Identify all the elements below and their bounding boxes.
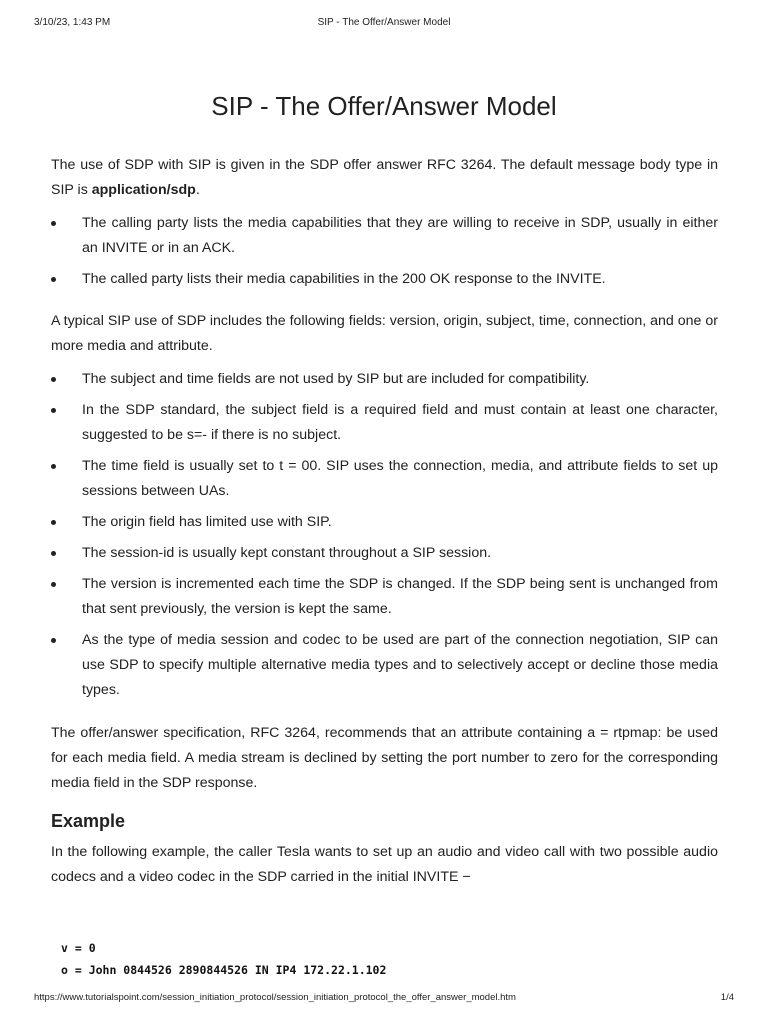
print-footer bbox=[34, 992, 734, 1006]
print-date: 3/10/23, 1:43 PM bbox=[34, 17, 111, 28]
list-item: The called party lists their media capabilities in the 200 OK response to the INVITE. bbox=[51, 267, 718, 292]
list-item: The session-id is usually kept constant throughout a SIP session. bbox=[51, 541, 718, 566]
intro-text: The use of SDP with SIP is given in the SDP offer answer RFC 3264. The default message body type in SIP is bbox=[51, 157, 718, 198]
fields-list bbox=[51, 367, 718, 703]
list-item: The version is incremented each time the SDP is changed. If the SDP being sent is unchanged from that sent previously, the version is kept the same. bbox=[51, 572, 718, 622]
list-item: The subject and time fields are not used by SIP but are included for compatibility. bbox=[51, 367, 718, 392]
example-heading: Example bbox=[51, 811, 126, 831]
fields-paragraph: A typical SIP use of SDP includes the following fields: version, origin, subject, time, connection, and one or more media and attribute. bbox=[51, 313, 718, 354]
offer-list bbox=[51, 211, 718, 292]
page-number: 1/4 bbox=[720, 992, 734, 1003]
example-paragraph: In the following example, the caller Tesla wants to set up an audio and video call with two possible audio codecs and a video codec in the SDP carried in the initial INVITE − bbox=[51, 844, 718, 885]
list-item: The calling party lists the media capabilities that they are willing to receive in SDP, usually in either an INVITE or in an ACK. bbox=[51, 211, 718, 261]
page-title: SIP - The Offer/Answer Model bbox=[211, 91, 557, 121]
intro-bold-term: application/sdp bbox=[91, 182, 196, 198]
list-item: In the SDP standard, the subject field is a required field and must contain at least one character, suggested to be s=- if there is no subject. bbox=[51, 398, 718, 448]
list-item: As the type of media session and codec to be used are part of the connection negotiation, SIP can use SDP to specify multiple alternative media types and to selectively accept or decline those media types. bbox=[51, 628, 718, 703]
article-content bbox=[51, 153, 718, 890]
list-item: The origin field has limited use with SIP. bbox=[51, 510, 718, 535]
list-item: The time field is usually set to t = 00. SIP uses the connection, media, and attribute fields to set up sessions between UAs. bbox=[51, 454, 718, 504]
print-header bbox=[34, 17, 734, 31]
print-url: https://www.tutorialspoint.com/session_initiation_protocol/session_initiation_protocol_the_offer_answer_model.htm bbox=[34, 992, 516, 1003]
print-header-title: SIP - The Offer/Answer Model bbox=[317, 17, 451, 28]
code-line: v = 0 bbox=[61, 941, 96, 955]
rfc-paragraph: The offer/answer specification, RFC 3264, recommends that an attribute containing a = rtpmap: be used for each media field. A media stream is declined by setting the port number to zero for the corresponding media field in the SDP response. bbox=[51, 725, 718, 791]
intro-paragraph bbox=[51, 153, 718, 203]
intro-text-end: . bbox=[195, 182, 200, 198]
code-line: o = John 0844526 2890844526 IN IP4 172.22.1.102 bbox=[61, 963, 387, 977]
sdp-code-block bbox=[61, 937, 386, 981]
